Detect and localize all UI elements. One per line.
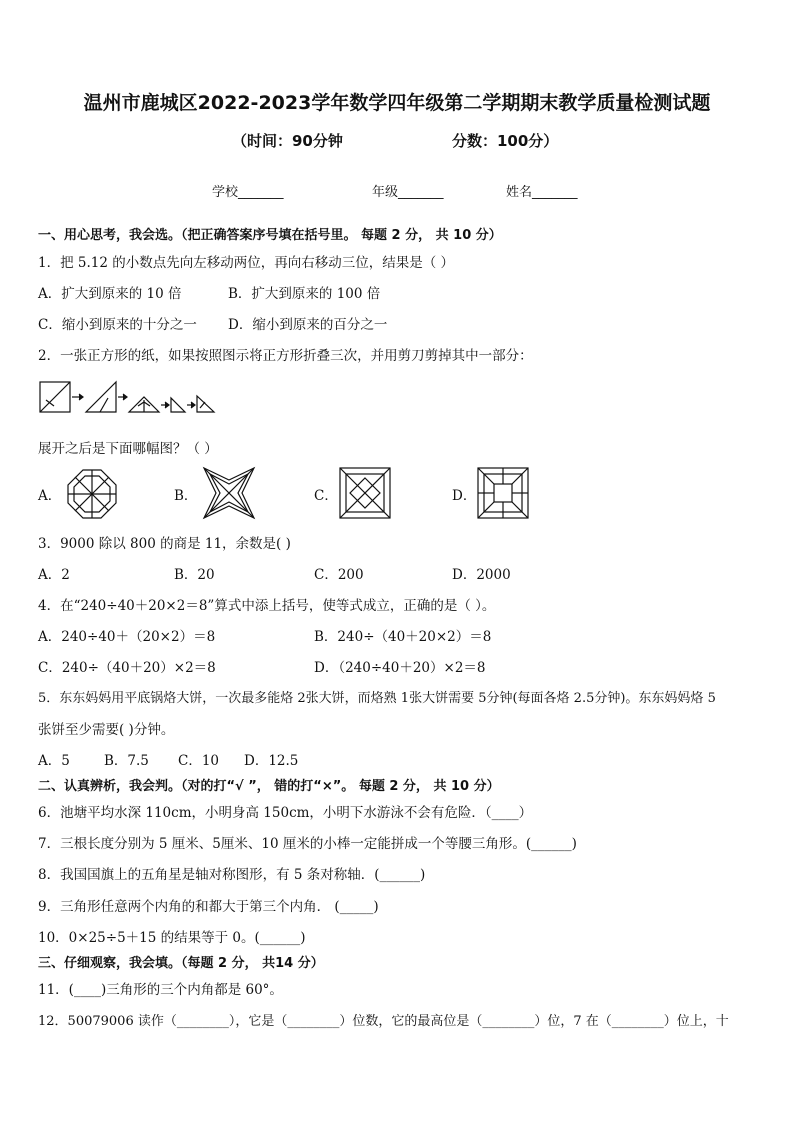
section-2-heading: 二、认真辨析，我会判。（对的打“√ ”， 错的打“×”。 每题 2 分， 共 10 分） bbox=[38, 779, 500, 794]
q3-stem: 3．9000 除以 800 的商是 11，余数是( ) bbox=[38, 536, 291, 552]
q2-option-a-label: A． bbox=[38, 488, 62, 504]
q5-option-d: D．12.5 bbox=[244, 753, 299, 769]
q1-stem: 1．把 5.12 的小数点先向左移动两位，再向右移动三位，结果是（ ） bbox=[38, 255, 455, 271]
q7: 7．三根长度分别为 5 厘米、5厘米、10 厘米的小棒一定能拼成一个等腰三角形。(______) bbox=[38, 836, 577, 852]
q1-option-b: B．扩大到原来的 100 倍 bbox=[228, 286, 381, 302]
q2-stem-2: 展开之后是下面哪幅图？（ ） bbox=[38, 441, 218, 457]
q12: 12．50079006 读作（________），它是（________）位数，它的最高位是（________）位，7 在（________）位上，十 bbox=[38, 1014, 729, 1029]
q4-option-c: C．240÷（40＋20）×2＝8 bbox=[38, 660, 216, 676]
octagon-figure-icon bbox=[66, 468, 118, 520]
q9: 9．三角形任意两个内角的和都大于第三个内角． (_____) bbox=[38, 899, 379, 915]
q2-stem: 2．一张正方形的纸，如果按照图示将正方形折叠三次，并用剪刀剪掉其中一部分： bbox=[38, 348, 533, 364]
school-field: 学校_______ bbox=[212, 185, 284, 200]
name-field: 姓名_______ bbox=[506, 185, 578, 200]
square-diamond-figure-icon bbox=[338, 466, 392, 520]
q3-option-b: B．20 bbox=[174, 567, 215, 583]
q3-option-a: A．2 bbox=[38, 567, 70, 583]
q4-option-d: D．（240÷40＋20）×2＝8 bbox=[314, 660, 486, 676]
square-inner-square-figure-icon bbox=[476, 466, 530, 520]
q11: 11．(____)三角形的三个内角都是 60°。 bbox=[38, 982, 283, 998]
q4-stem: 4．在“240÷40＋20×2＝8”算式中添上括号，使等式成立，正确的是（ ）。 bbox=[38, 598, 496, 614]
q1-option-d: D．缩小到原来的百分之一 bbox=[228, 317, 388, 333]
q2-option-c-label: C． bbox=[314, 488, 338, 504]
q3-option-c: C．200 bbox=[314, 567, 364, 583]
q1-option-c: C．缩小到原来的十分之一 bbox=[38, 317, 197, 333]
q3-option-d: D．2000 bbox=[452, 567, 511, 583]
q6: 6．池塘平均水深 110cm，小明身高 150cm，小明下水游泳不会有危险．（____） bbox=[38, 805, 533, 821]
q5-stem: 5．东东妈妈用平底锅烙大饼，一次最多能烙 2张大饼，而烙熟 1张大饼需要 5分钟(每面各烙 2.5分钟)。东东妈妈烙 5 bbox=[38, 691, 716, 706]
q1-option-a: A．扩大到原来的 10 倍 bbox=[38, 286, 182, 302]
q5-option-b: B．7.5 bbox=[104, 753, 149, 769]
section-3-heading: 三、仔细观察，我会填。（每题 2 分， 共14 分） bbox=[38, 956, 324, 971]
q5-stem-2: 张饼至少需要( )分钟。 bbox=[38, 722, 175, 738]
q8: 8．我国国旗上的五角星是轴对称图形，有 5 条对称轴．(______) bbox=[38, 867, 426, 883]
folding-steps-figure bbox=[38, 378, 218, 418]
section-1-heading: 一、用心思考，我会选。（把正确答案序号填在括号里。 每题 2 分， 共 10 分） bbox=[38, 228, 502, 243]
q2-option-b-label: B． bbox=[174, 488, 198, 504]
q4-option-b: B．240÷（40＋20×2）＝8 bbox=[314, 629, 492, 645]
exam-score: 分数：100分） bbox=[452, 132, 559, 150]
q5-option-c: C．10 bbox=[178, 753, 220, 769]
grade-field: 年级_______ bbox=[372, 185, 444, 200]
q2-option-d-label: D． bbox=[452, 488, 477, 504]
q5-option-a: A．5 bbox=[38, 753, 70, 769]
exam-time: （时间：90分钟 bbox=[232, 132, 343, 150]
cross-shape-figure-icon bbox=[202, 466, 256, 520]
q10: 10．0×25÷5＋15 的结果等于 0。(______) bbox=[38, 930, 306, 946]
q4-option-a: A．240÷40＋（20×2）＝8 bbox=[38, 629, 216, 645]
page-title: 温州市鹿城区2022-2023学年数学四年级第二学期期末教学质量检测试题 bbox=[83, 92, 711, 114]
